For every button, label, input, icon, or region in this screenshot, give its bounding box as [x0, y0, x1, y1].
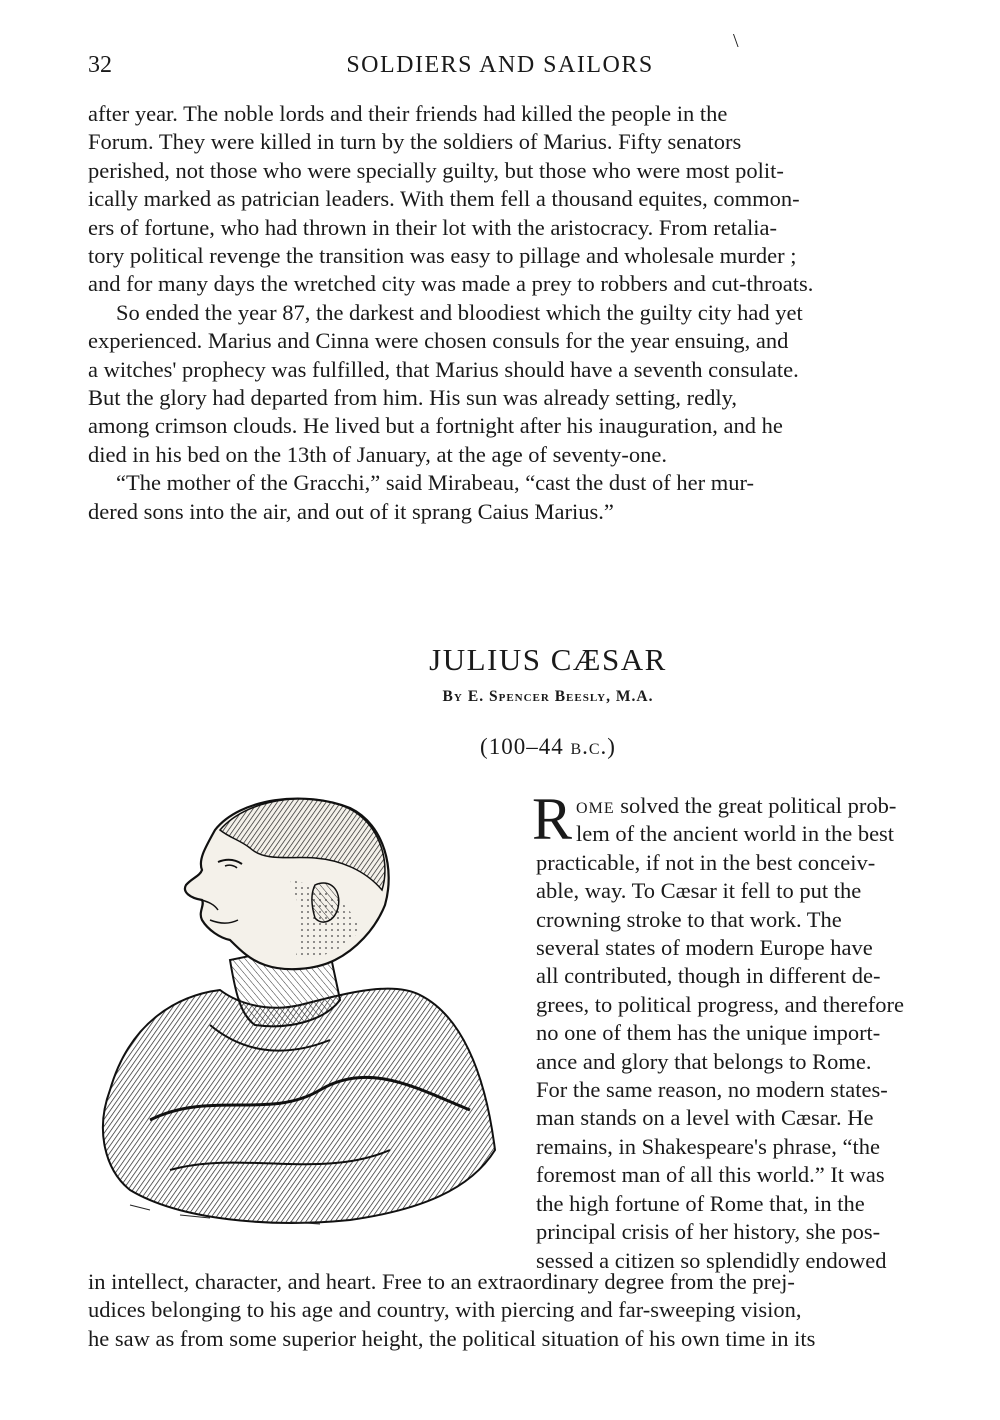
byline-by: By — [442, 688, 463, 705]
ear — [312, 883, 339, 922]
text-line: died in his bed on the 13th of January, at the age of seventy-one. — [88, 441, 668, 467]
first-word-rest: ome — [576, 793, 615, 818]
text-line: man stands on a level with Cæsar. He — [536, 1105, 874, 1131]
text-line: in intellect, character, and heart. Free to an extraordinary degree from the prej- — [88, 1269, 795, 1294]
paragraph — [88, 299, 964, 469]
text-line: and for many days the wretched city was made a prey to robbers and cut-throats. — [88, 271, 814, 297]
text-line: crowning stroke to that work. The — [536, 906, 842, 932]
paragraph — [88, 1268, 964, 1353]
chapter-opening-column — [532, 786, 963, 1275]
text-line: a witches' prophecy was fulfilled, that Marius should have a seventh consulate. — [88, 356, 799, 382]
text-line: perished, not those who were specially guilty, but those who were most polit- — [88, 157, 784, 183]
text-line: “The mother of the Gracchi,” said Mirabeau, “cast the dust of her mur- — [116, 470, 755, 496]
chapter-continuation — [88, 1268, 964, 1353]
previous-chapter-text — [88, 100, 964, 526]
text-line: solved the great political prob- — [620, 793, 897, 818]
text-line: remains, in Shakespeare's phrase, “the — [536, 1133, 880, 1159]
page-header — [0, 30, 1000, 84]
text-line: he saw as from some superior height, the political situation of his own time in its — [88, 1325, 816, 1351]
text-line: among crimson clouds. He lived but a fortnight after his inauguration, and he — [88, 413, 783, 439]
text-line: no one of them has the unique import- — [536, 1020, 881, 1046]
text-line: foremost man of all this world.” It was — [536, 1162, 885, 1188]
text-line: all contributed, though in different de- — [536, 963, 881, 989]
dates-text: (100–44 b.c.) — [480, 734, 616, 759]
text-line: ers of fortune, who had thrown in their lot with the aristocracy. From retalia- — [88, 214, 777, 240]
text-line: after year. The noble lords and their friends had killed the people in the — [88, 101, 728, 126]
text-line: able, way. To Cæsar it fell to put the — [536, 878, 862, 904]
text-line: So ended the year 87, the darkest and bloodiest which the guilty city had yet — [116, 299, 803, 325]
chapter-dates — [48, 734, 1000, 760]
text-line: But the glory had departed from him. His sun was already setting, redly, — [88, 385, 738, 411]
byline-author: E. Spencer Beesly, M.A. — [467, 688, 654, 705]
text-line: tory political revenge the transition was easy to pillage and wholesale murder ; — [88, 243, 797, 269]
page-number: 32 — [88, 52, 112, 78]
text-line: practicable, if not in the best conceiv- — [536, 849, 876, 875]
stray-mark: \ — [733, 30, 739, 52]
text-line: For the same reason, no modern states- — [536, 1077, 888, 1103]
text-line: several states of modern Europe have — [536, 935, 873, 961]
chapter-byline — [48, 688, 1000, 706]
text-line: lem of the ancient world in the best — [576, 821, 895, 847]
text-line: sessed a citizen so splendidly endowed — [536, 1247, 887, 1273]
text-line: dered sons into the air, and out of it sprang Caius Marius.” — [88, 498, 614, 524]
text-line: Forum. They were killed in turn by the soldiers of Marius. Fifty senators — [88, 129, 742, 155]
text-line: udices belonging to his age and country, with piercing and far-sweeping vision, — [88, 1297, 802, 1323]
text-line: ically marked as patrician leaders. With them fell a thousand equites, common- — [88, 186, 800, 212]
opening-paragraph — [532, 786, 963, 1275]
drop-cap: R — [532, 786, 573, 852]
chapter-title: JULIUS CÆSAR — [429, 642, 667, 677]
text-line: experienced. Marius and Cinna were chosen consuls for the year ensuing, and — [88, 328, 789, 354]
text-line: the high fortune of Rome that, in the — [536, 1190, 865, 1216]
text-line: ance and glory that belongs to Rome. — [536, 1048, 872, 1074]
text-line: principal crisis of her history, she pos- — [536, 1219, 881, 1245]
caesar-portrait-image — [90, 790, 500, 1230]
running-title: SOLDIERS AND SAILORS — [346, 52, 654, 78]
text-line: grees, to political progress, and therefore — [536, 991, 904, 1017]
paragraph-quote — [88, 469, 964, 526]
paragraph — [88, 100, 964, 299]
